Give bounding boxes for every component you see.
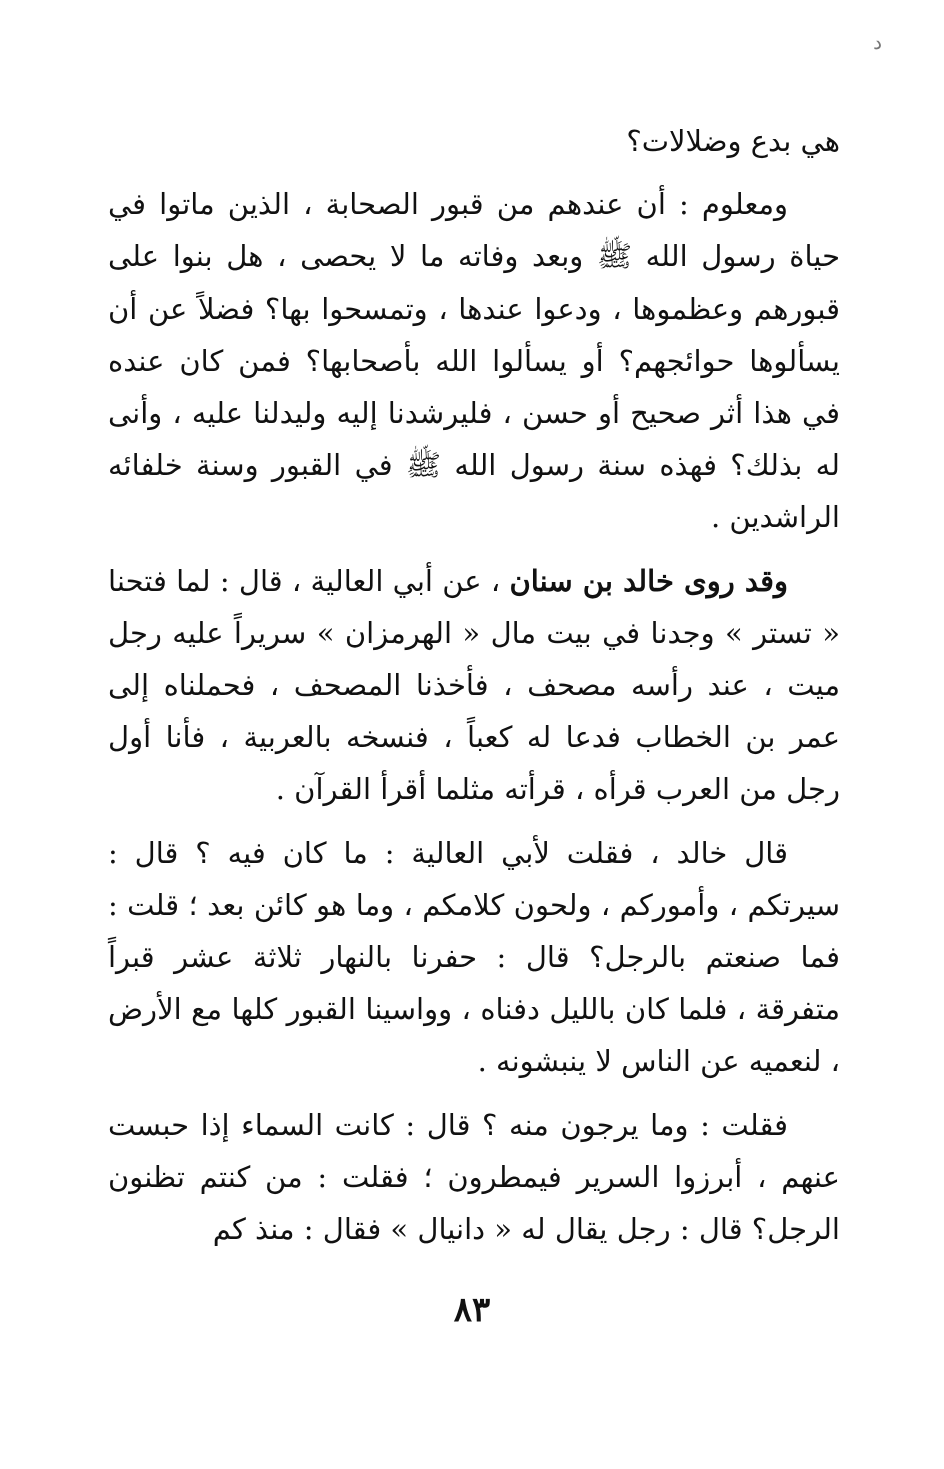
paragraph-4: قال خالد ، فقلت لأبي العالية : ما كان فيه ؟ قال : سيرتكم ، وأموركم ، ولحون كلامكم ، وما هو كائن بعد ؛ قلت : فما صنعتم بالرجل؟ قال : حفرنا بالنهار ثلاثة عشر قبراً متفرقة ، فلما كان بالليل دفناه ، وواسينا القبور كلها مع الأرض ، لنعميه عن الناس لا ينبشونه . xyxy=(108,835,840,1079)
paragraph-5: فقلت : وما يرجون منه ؟ قال : كانت السماء إذا حبست عنهم ، أبرزوا السرير فيمطرون ؛ فقلت : من كنتم تظنون الرجل؟ قال : رجل يقال له « دانيال » فقال : منذ كم xyxy=(108,1107,840,1247)
corner-mark: د xyxy=(873,30,882,54)
body-text xyxy=(108,115,840,1255)
narrator-name: وقد روى خالد بن سنان xyxy=(509,563,788,598)
paragraph-1: هي بدع وضلالات؟ xyxy=(626,124,840,158)
page-number: ٨٣ xyxy=(453,1290,491,1330)
paragraph-3-text: ، عن أبي العالية ، قال : لما فتحنا « تستر » وجدنا في بيت مال « الهرمزان » سريراً عليه رجل ميت ، عند رأسه مصحف ، فأخذنا المصحف ، فحملناه إلى عمر بن الخطاب فدعا له كعباً ، فنسخه بالعربية ، فأنا أول رجل من العرب قرأه ، قرأته مثلما أقرأ القرآن . xyxy=(108,563,840,807)
paragraph-2: ومعلوم : أن عندهم من قبور الصحابة ، الذين ماتوا في حياة رسول الله ﷺ وبعد وفاته ما لا يحصى ، هل بنوا على قبورهم وعظموها ، ودعوا عندها ، وتمسحوا بها؟ فضلاً عن أن يسألوها حوائجهم؟ أو يسألوا الله بأصحابها؟ فمن كان عنده في هذا أثر صحيح أو حسن ، فليرشدنا إليه وليدلنا عليه ، وأنى له بذلك؟ فهذه سنة رسول الله ﷺ في القبور وسنة خلفائه الراشدين . xyxy=(108,187,840,535)
paragraph-3 xyxy=(108,555,840,816)
